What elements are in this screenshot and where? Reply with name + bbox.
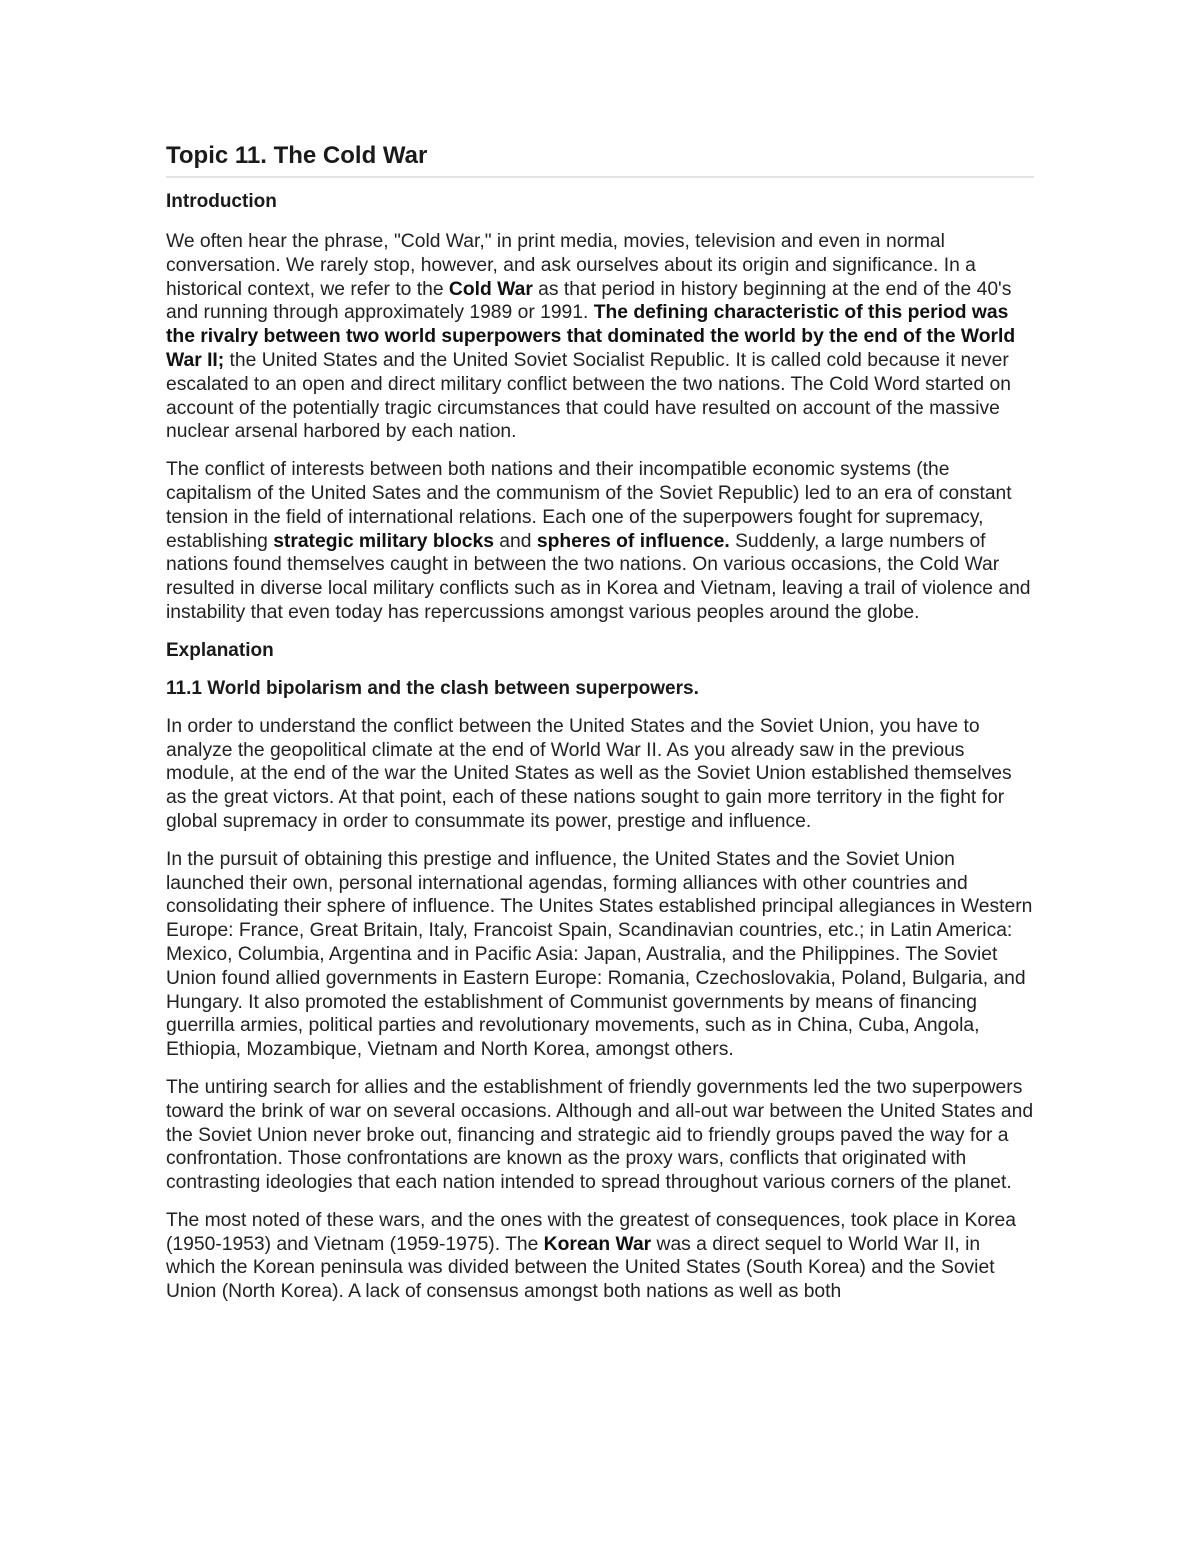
text-run: as that period in history beginning at the end of the 40's and running through approximately 1989 or 1991.	[166, 278, 1012, 324]
explanation-paragraph-2: In the pursuit of obtaining this prestige and influence, the United States and the Soviet Union launched their own, personal international agendas, forming alliances with other countries and consolidating their sphere of influence. The Unites States established principal allegiances in Western Europe: France, Great Britain, Italy, Francoist Spain, Scandinavian countries, etc.; in Latin America: Mexico, Columbia, Argentina and in Pacific Asia: Japan, Australia, and the Philippines. The Soviet Union found allied governments in Eastern Europe: Romania, Czechoslovakia, Poland, Bulgaria, and Hungary. It also promoted the establishment of Communist governments by means of financing guerrilla armies, political parties and revolutionary movements, such as in China, Cuba, Angola, Ethiopia, Mozambique, Vietnam and North Korea, amongst others.	[166, 848, 1033, 1061]
explanation-heading: Explanation	[166, 639, 274, 661]
bold-term-military-blocks: strategic military blocks	[273, 530, 494, 552]
document-page	[166, 140, 1034, 1304]
explanation-paragraph-4	[166, 1209, 1034, 1304]
text-run: the United States and the United Soviet Socialist Republic. It is called cold because it never escalated to an open and direct military conflict between the two nations. The Cold Word started on account of the potentially tragic circumstances that could have resulted on account of the massive nuclear arsenal harbored by each nation.	[166, 349, 1011, 443]
text-run: The conflict of interests between both nations and their incompatible economic systems (the capitalism of the United Sates and the communism of the Soviet Republic) led to an era of constant tension in the field of international relations. Each one of the superpowers fought for supremacy, establishing	[166, 459, 1012, 552]
text-run: The most noted of these wars, and the ones with the greatest of consequences, took place in Korea (1950-1953) and Vietnam (1959-1975). The	[166, 1209, 1016, 1255]
explanation-paragraph-3: The untiring search for allies and the establishment of friendly governments led the two superpowers toward the brink of war on several occasions. Although and all-out war between the United States and the Soviet Union never broke out, financing and strategic aid to friendly groups paved the way for a confrontation. Those confrontations are known as the proxy wars, conflicts that originated with contrasting ideologies that each nation intended to spread throughout various corners of the planet.	[166, 1076, 1034, 1194]
section-11-1-heading: 11.1 World bipolarism and the clash between superpowers.	[166, 677, 699, 699]
introduction-heading: Introduction	[166, 191, 277, 212]
intro-paragraph-1	[166, 230, 1034, 444]
bold-term-korean-war: Korean War	[543, 1233, 652, 1255]
bold-defining-characteristic: The defining characteristic of this period was the rivalry between two world superpowers that dominated the world by the end of the World War II;	[166, 302, 1016, 371]
text-run: Suddenly, a large numbers of nations found themselves caught in between the two nations. On various occasions, the Cold War resulted in diverse local military conflicts such as in Korea and Vietnam, leaving a trail of violence and instability that even today has repercussions amongst various peoples around the globe.	[166, 530, 1031, 623]
intro-paragraph-2	[166, 458, 1034, 625]
text-run: and	[493, 530, 537, 552]
text-run: We often hear the phrase, "Cold War," in print media, movies, television and even in normal conversation. We rarely stop, however, and ask ourselves about its origin and significance. In a historical context, we refer to the	[166, 231, 976, 300]
bold-term-spheres-of-influence: spheres of influence.	[536, 530, 730, 552]
explanation-paragraph-1: In order to understand the conflict between the United States and the Soviet Union, you have to analyze the geopolitical climate at the end of World War II. As you already saw in the previous module, at the end of the war the United States as well as the Soviet Union established themselves as the great victors. At that point, each of these nations sought to gain more territory in the fight for global supremacy in order to consummate its power, prestige and influence.	[166, 715, 1012, 832]
bold-term-cold-war: Cold War	[448, 278, 533, 300]
page-title: Topic 11. The Cold War	[166, 140, 1034, 178]
text-run: was a direct sequel to World War II, in which the Korean peninsula was divided between the United States (South Korea) and the Soviet Union (North Korea). A lack of consensus amongst both nations as well as both	[166, 1233, 995, 1303]
